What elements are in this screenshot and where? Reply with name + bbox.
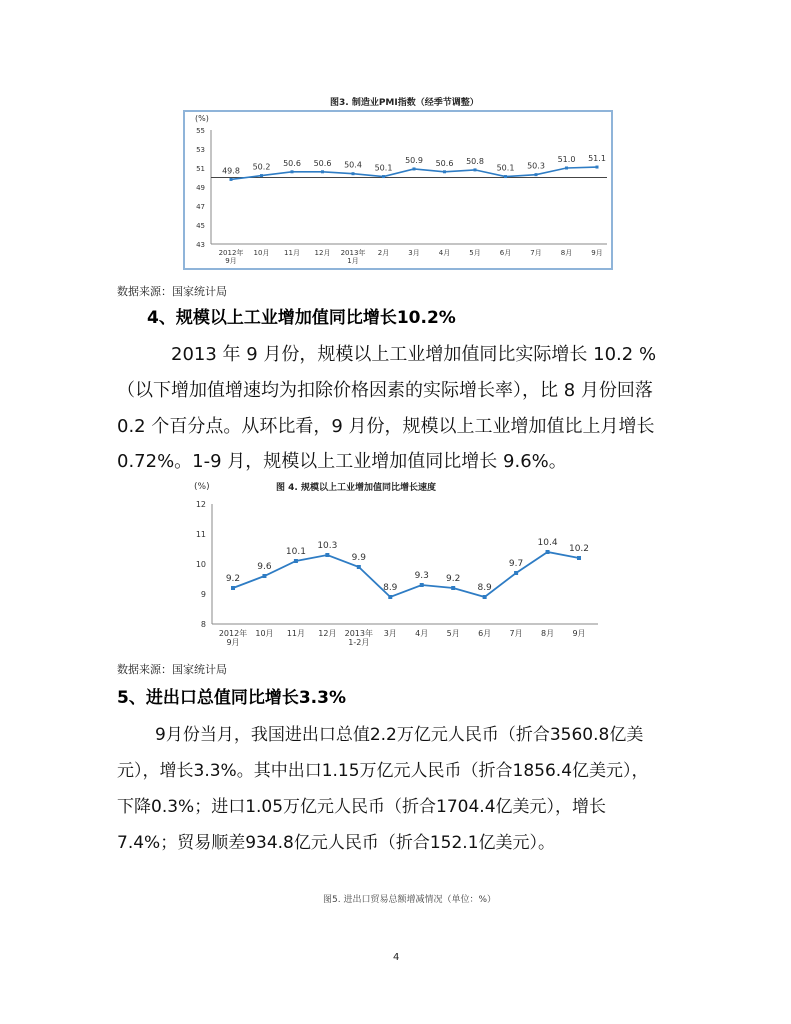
y-tick-label: 49 — [196, 184, 205, 192]
y-tick-label: 9 — [200, 590, 206, 599]
x-tick-label: 11月 — [284, 249, 300, 257]
data-point — [352, 172, 355, 175]
data-point — [231, 586, 235, 590]
figure4-svg — [190, 478, 602, 650]
data-point — [294, 559, 298, 563]
x-tick-label: 8月 — [560, 249, 573, 257]
data-point — [357, 565, 361, 569]
x-tick-label: 9月 — [226, 638, 240, 647]
data-point — [577, 556, 581, 560]
figure3-caption: 图3. 制造业PMI指数（经季节调整） — [330, 98, 479, 108]
x-tick-label: 2月 — [377, 249, 390, 257]
y-tick-label: 12 — [195, 500, 206, 509]
x-tick-label: 1-2月 — [348, 638, 370, 647]
data-label: 9.7 — [508, 559, 524, 569]
x-tick-label: 2013年 — [340, 249, 366, 257]
chart-title: 图 4. 规模以上工业增加值同比增长速度 — [276, 483, 436, 493]
data-label: 9.2 — [225, 574, 241, 584]
y-tick-label: 47 — [196, 203, 205, 211]
x-tick-label: 10月 — [255, 629, 274, 638]
x-tick-label: 9月 — [225, 257, 237, 265]
x-tick-label: 1月 — [347, 257, 359, 265]
data-point — [325, 553, 329, 557]
y-tick-label: 10 — [195, 560, 206, 569]
section4-heading: 4、规模以上工业增加值同比增长10.2% — [147, 308, 456, 328]
data-label: 8.9 — [383, 583, 398, 593]
x-tick-label: 6月 — [499, 249, 512, 257]
y-tick-label: 55 — [196, 127, 205, 135]
x-tick-label: 9月 — [591, 249, 603, 257]
data-label: 50.1 — [374, 163, 393, 173]
data-label: 50.8 — [466, 156, 484, 166]
section5-line-1: 9月份当月，我国进出口总值2.2万亿元人民币（折合3560.8亿美 — [155, 725, 644, 745]
y-tick-label: 53 — [196, 146, 205, 154]
data-label: 49.8 — [222, 166, 240, 176]
data-label: 50.9 — [405, 155, 423, 165]
x-tick-label: 12月 — [318, 629, 337, 638]
data-point — [382, 175, 385, 178]
x-tick-label: 7月 — [530, 249, 542, 257]
y-tick-label: 51 — [196, 165, 205, 173]
x-tick-label: 3月 — [383, 629, 397, 638]
data-label: 9.2 — [446, 574, 461, 584]
x-tick-label: 12月 — [314, 249, 331, 257]
x-tick-label: 10月 — [253, 249, 270, 257]
page-number: 4 — [393, 952, 400, 963]
section4-line-2: （以下增加值增速均为扣除价格因素的实际增长率），比 8 月份回落 — [117, 380, 653, 401]
data-point — [474, 168, 477, 171]
data-point — [504, 175, 507, 178]
data-point — [443, 170, 446, 173]
data-point — [451, 586, 455, 590]
data-label: 50.4 — [344, 160, 362, 170]
data-point — [514, 571, 518, 575]
data-point — [388, 595, 392, 599]
x-tick-label: 4月 — [438, 249, 451, 257]
figure3-svg — [185, 112, 611, 268]
x-tick-label: 5月 — [446, 629, 460, 638]
x-tick-label: 7月 — [509, 629, 523, 638]
data-point — [262, 574, 266, 578]
x-tick-label: 9月 — [572, 629, 586, 638]
data-label: 9.6 — [257, 562, 272, 572]
data-point — [260, 174, 263, 177]
section4-line-4: 0.72%。1-9 月，规模以上工业增加值同比增长 9.6%。 — [117, 451, 567, 472]
figure3-chart — [183, 110, 613, 270]
series-line — [233, 552, 579, 597]
data-point — [420, 583, 424, 587]
x-tick-label: 2012年 — [218, 249, 244, 257]
section4-line-3: 0.2 个百分点。从环比看，9 月份，规模以上工业增加值比上月增长 — [117, 416, 655, 437]
data-point — [535, 173, 538, 176]
x-tick-label: 11月 — [286, 629, 306, 638]
data-label: 50.3 — [527, 161, 545, 171]
x-tick-label: 2013年 — [344, 629, 373, 638]
data-label: 8.9 — [477, 583, 492, 593]
data-point — [413, 167, 416, 170]
data-label: 50.6 — [283, 158, 301, 168]
data-label: 50.2 — [252, 162, 271, 172]
x-tick-label: 5月 — [469, 249, 481, 257]
y-axis-label: (%) — [194, 482, 210, 492]
data-point — [291, 170, 294, 173]
section5-line-3: 下降0.3%；进口1.05万亿元人民币（折合1704.4亿美元），增长 — [117, 797, 607, 817]
data-label: 9.9 — [351, 553, 366, 563]
section5-line-4: 7.4%；贸易顺差934.8亿元人民币（折合152.1亿美元）。 — [117, 833, 556, 853]
x-tick-label: 4月 — [415, 629, 429, 638]
y-tick-label: 8 — [200, 620, 206, 629]
figure3-source: 数据来源：国家统计局 — [117, 285, 227, 298]
data-label: 51.0 — [557, 155, 576, 164]
data-label: 9.3 — [414, 571, 429, 581]
data-point — [565, 167, 568, 170]
x-tick-label: 8月 — [540, 629, 555, 638]
y-axis-label: (%) — [195, 114, 209, 123]
data-point — [321, 170, 324, 173]
data-label: 10.1 — [285, 547, 306, 557]
y-tick-label: 11 — [195, 530, 206, 539]
figure4-source: 数据来源：国家统计局 — [117, 663, 227, 676]
data-label: 50.6 — [435, 158, 454, 168]
section5-heading: 5、进出口总值同比增长3.3% — [117, 688, 346, 708]
y-tick-label: 43 — [196, 241, 205, 249]
data-point — [596, 166, 599, 169]
data-point — [483, 595, 487, 599]
x-tick-label: 2012年 — [218, 629, 248, 638]
figure4-chart — [190, 478, 602, 650]
x-tick-label: 3月 — [408, 249, 420, 257]
data-label: 50.1 — [496, 163, 515, 173]
data-label: 50.6 — [313, 158, 332, 168]
data-label: 10.2 — [568, 544, 590, 554]
data-label: 10.4 — [537, 538, 558, 548]
data-label: 51.1 — [588, 154, 606, 164]
figure5-caption: 图5. 进出口贸易总额增减情况（单位：%） — [323, 895, 497, 905]
section5-line-2: 元），增长3.3%。其中出口1.15万亿元人民币（折合1856.4亿美元）， — [117, 761, 649, 781]
data-point — [230, 178, 233, 181]
x-tick-label: 6月 — [478, 629, 492, 638]
data-label: 10.3 — [317, 541, 338, 551]
data-point — [546, 550, 550, 554]
y-tick-label: 45 — [196, 222, 205, 230]
section4-line-1: 2013 年 9 月份，规模以上工业增加值同比实际增长 10.2 % — [171, 344, 657, 365]
